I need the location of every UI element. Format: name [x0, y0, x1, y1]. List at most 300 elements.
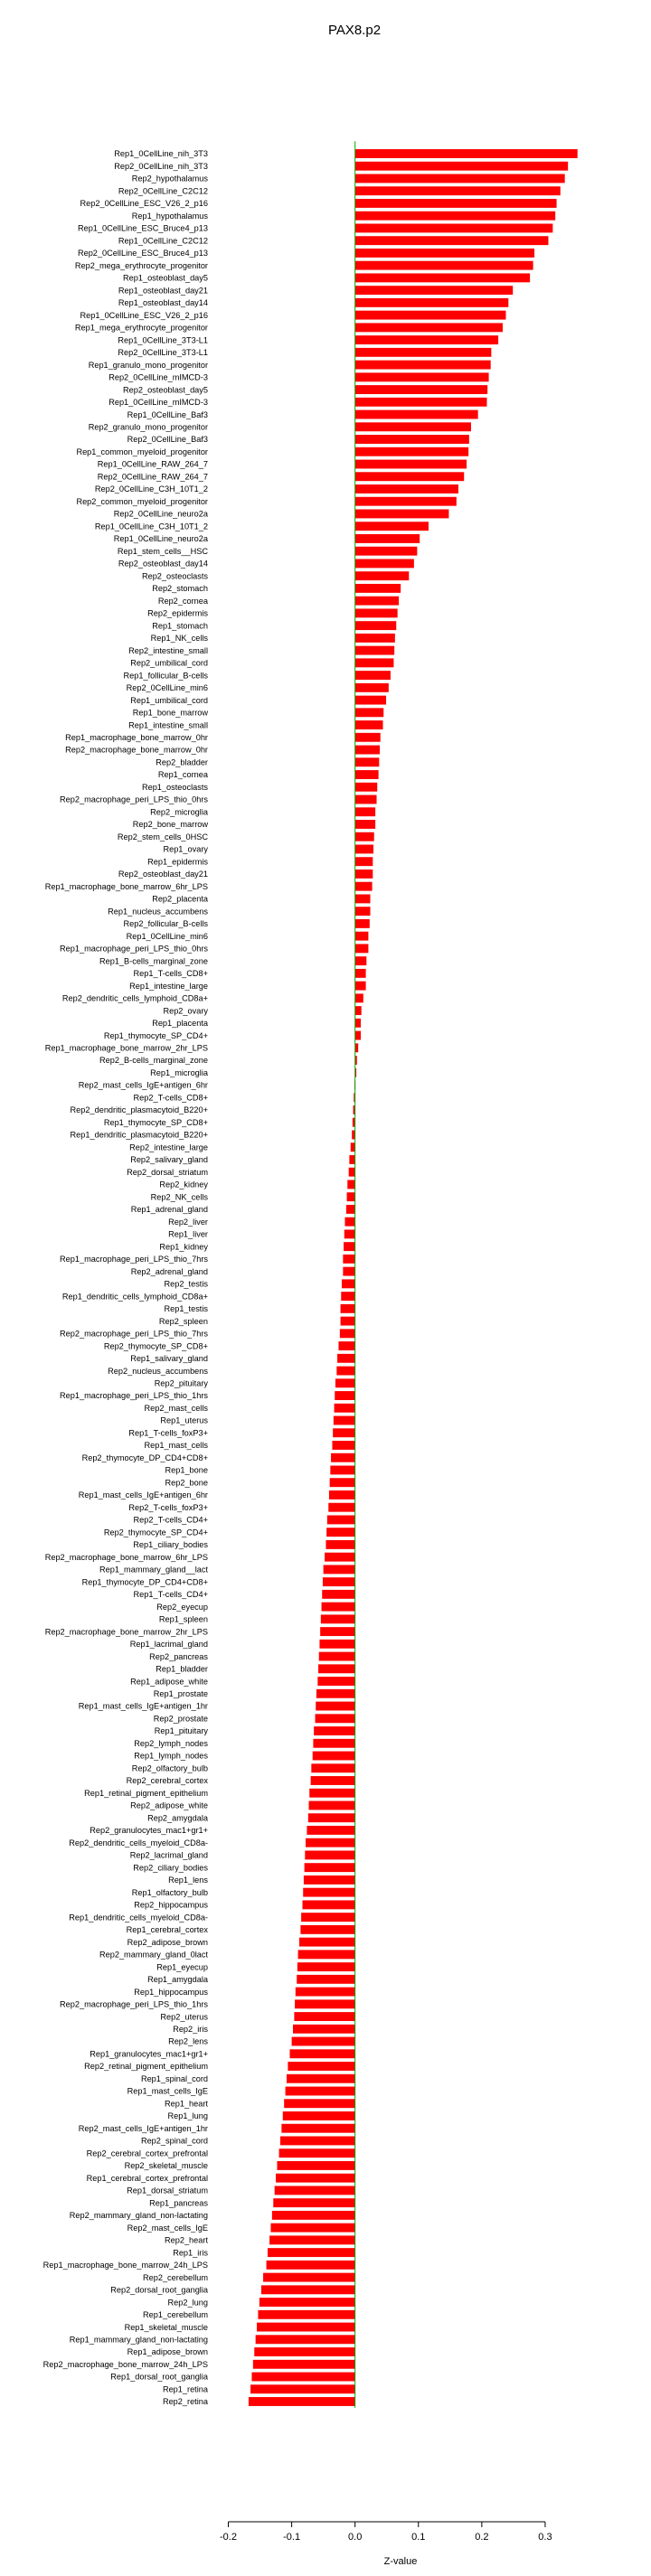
- category-label: Rep1_olfactory_bulb: [131, 1887, 208, 1897]
- x-tick-label: 0.3: [538, 2532, 552, 2543]
- bar: [343, 1255, 354, 1264]
- bar: [355, 261, 533, 270]
- category-label: Rep1_nucleus_accumbens: [108, 907, 208, 917]
- bar: [347, 1180, 354, 1189]
- category-label: Rep1_cerebral_cortex: [126, 1925, 208, 1935]
- bar: [257, 2323, 355, 2332]
- bar: [313, 1739, 354, 1748]
- category-label: Rep2_0CellLine_C2C12: [118, 186, 208, 196]
- bar: [328, 1503, 354, 1512]
- category-label: Rep1_mast_cells_IgE+antigen_6hr: [78, 1490, 208, 1500]
- category-label: Rep2_macrophage_peri_LPS_thio_7hrs: [60, 1329, 208, 1339]
- bar: [355, 398, 487, 407]
- bar: [355, 646, 394, 655]
- bar: [303, 1888, 354, 1897]
- bar: [284, 2099, 355, 2108]
- bar: [294, 2012, 354, 2021]
- category-label: Rep2_lacrimal_gland: [129, 1850, 208, 1860]
- category-label: Rep1_0CellLine_RAW_264_7: [97, 459, 208, 469]
- category-label: Rep1_0CellLine_neuro2a: [113, 534, 208, 544]
- bar: [355, 435, 469, 444]
- bar: [355, 956, 367, 965]
- bar: [314, 1726, 355, 1735]
- bar: [355, 212, 555, 221]
- category-label: Rep2_mast_cells_IgE+antigen_1hr: [78, 2123, 208, 2133]
- bar: [355, 571, 410, 580]
- bar: [355, 907, 371, 916]
- bar: [281, 2124, 354, 2133]
- bar: [355, 522, 429, 531]
- category-label: Rep1_pituitary: [154, 1726, 208, 1736]
- category-label: Rep2_retinal_pigment_epithelium: [84, 2062, 208, 2072]
- bar: [337, 1354, 355, 1363]
- bar: [268, 2248, 355, 2257]
- bar: [346, 1205, 355, 1214]
- bar: [355, 298, 509, 307]
- category-label: Rep1_epidermis: [147, 857, 208, 867]
- category-label: Rep2_mega_erythrocyte_progenitor: [74, 260, 208, 270]
- bar: [344, 1229, 355, 1238]
- category-label: Rep2_intestine_small: [128, 645, 208, 655]
- category-label: Rep1_thymocyte_SP_CD8+: [103, 1117, 208, 1127]
- bar: [335, 1404, 355, 1413]
- bar: [334, 1416, 355, 1425]
- category-label: Rep2_lens: [168, 2036, 208, 2046]
- category-label: Rep2_bone_marrow: [132, 820, 208, 830]
- category-label: Rep2_stomach: [152, 584, 208, 594]
- category-label: Rep1_uterus: [160, 1415, 208, 1425]
- category-label: Rep1_0CellLine_nih_3T3: [114, 149, 208, 159]
- category-label: Rep2_dendritic_plasmacytoid_B220+: [70, 1105, 208, 1115]
- category-label: Rep2_dendritic_cells_myeloid_CD8a-: [69, 1838, 208, 1847]
- bar: [355, 372, 489, 381]
- bar: [263, 2273, 355, 2282]
- x-axis-ticks: [220, 2522, 552, 2543]
- bar: [297, 1975, 354, 1984]
- category-label: Rep2_mast_cells_IgE: [127, 2223, 208, 2233]
- category-label: Rep1_salivary_gland: [130, 1354, 208, 1364]
- bar: [316, 1689, 355, 1698]
- bar: [305, 1850, 354, 1859]
- category-label: Rep1_0CellLine_min6: [126, 931, 208, 941]
- bar: [321, 1614, 355, 1623]
- category-label: Rep1_NK_cells: [150, 634, 208, 644]
- x-tick-label: 0.0: [348, 2532, 363, 2543]
- category-label: Rep2_macrophage_peri_LPS_thio_1hrs: [60, 1999, 208, 2009]
- category-label: Rep1_T-cells_foxP3+: [128, 1428, 208, 1438]
- bar: [355, 746, 380, 755]
- category-label: Rep2_skeletal_muscle: [124, 2161, 208, 2171]
- bar: [330, 1466, 354, 1475]
- category-label: Rep2_thymocyte_SP_CD8+: [103, 1341, 208, 1351]
- category-label: Rep2_0CellLine_3T3-L1: [118, 348, 208, 358]
- bar: [330, 1478, 355, 1487]
- bar: [355, 982, 366, 991]
- category-label: Rep1_retinal_pigment_epithelium: [84, 1788, 208, 1798]
- bar: [355, 323, 503, 332]
- bar: [297, 1962, 355, 1971]
- category-label: Rep2_0CellLine_neuro2a: [113, 509, 208, 519]
- category-label: Rep1_adipose_brown: [127, 2347, 208, 2357]
- category-label: Rep2_hypothalamus: [131, 174, 208, 183]
- bar: [355, 447, 468, 456]
- bar: [355, 422, 471, 431]
- bar: [306, 1838, 355, 1847]
- category-label: Rep2_0CellLine_ESC_Bruce4_p13: [77, 249, 208, 259]
- category-label: Rep2_0CellLine_Baf3: [127, 435, 208, 445]
- category-label: Rep2_osteoblast_day21: [118, 870, 208, 879]
- bar: [340, 1329, 355, 1338]
- category-label: Rep2_heart: [164, 2235, 208, 2245]
- category-label: Rep1_common_myeloid_progenitor: [76, 447, 208, 456]
- x-tick-label: 0.1: [411, 2532, 426, 2543]
- category-label: Rep2_macrophage_peri_LPS_thio_0hrs: [60, 794, 208, 804]
- bar: [349, 1155, 354, 1164]
- category-label: Rep2_spinal_cord: [140, 2136, 208, 2146]
- bar: [275, 2186, 355, 2195]
- category-label: Rep2_0CellLine_mIMCD-3: [108, 372, 208, 382]
- category-label: Rep1_ciliary_bodies: [133, 1540, 208, 1550]
- category-label: Rep1_mammary_gland__lact: [99, 1565, 208, 1575]
- category-label: Rep2_lung: [167, 2298, 208, 2308]
- bar: [355, 547, 418, 556]
- category-label: Rep1_placenta: [152, 1019, 208, 1029]
- bar: [355, 273, 530, 282]
- category-label: Rep1_T-cells_CD4+: [133, 1590, 208, 1600]
- category-label: Rep2_kidney: [159, 1180, 208, 1189]
- category-label: Rep1_mammary_gland_non-lactating: [69, 2335, 208, 2345]
- category-label: Rep2_salivary_gland: [130, 1155, 208, 1165]
- category-label: Rep1_dorsal_root_ganglia: [110, 2372, 208, 2382]
- bar: [319, 1652, 355, 1661]
- bar: [355, 807, 375, 816]
- category-label: Rep2_0CellLine_ESC_V26_2_p16: [80, 199, 208, 209]
- category-label: Rep2_0CellLine_min6: [126, 683, 208, 693]
- x-tick-label: -0.2: [220, 2532, 237, 2543]
- bar: [254, 2347, 354, 2356]
- category-label: Rep2_follicular_B-cells: [123, 919, 208, 929]
- category-label: Rep1_osteoblast_day21: [118, 286, 208, 296]
- bar: [253, 2360, 355, 2369]
- category-label: Rep2_olfactory_bulb: [131, 1763, 208, 1773]
- category-label: Rep2_stem_cells_0HSC: [117, 832, 208, 841]
- category-label: Rep1_osteoblast_day14: [118, 298, 208, 308]
- bar: [343, 1267, 354, 1276]
- bars: [249, 149, 578, 2406]
- bar: [332, 1441, 354, 1450]
- category-label: Rep2_uterus: [160, 2012, 208, 2022]
- category-label: Rep2_lymph_nodes: [134, 1738, 208, 1748]
- bar: [335, 1391, 354, 1400]
- category-label: Rep1_lens: [168, 1876, 208, 1885]
- category-label: Rep1_pancreas: [149, 2198, 208, 2208]
- x-axis-label: Z-value: [383, 2556, 418, 2567]
- x-tick-label: -0.1: [283, 2532, 301, 2543]
- bar: [355, 348, 492, 357]
- category-label: Rep2_hippocampus: [134, 1900, 208, 1910]
- bar: [304, 1876, 355, 1885]
- bar: [355, 224, 553, 233]
- bar: [355, 932, 369, 941]
- category-label: Rep1_mast_cells: [144, 1441, 208, 1451]
- bar: [355, 162, 568, 171]
- bar: [355, 597, 399, 606]
- bar: [292, 2037, 355, 2046]
- bar: [355, 361, 491, 370]
- category-label: Rep2_macrophage_bone_marrow_6hr_LPS: [44, 1552, 208, 1562]
- category-label: Rep1_bone: [165, 1465, 208, 1475]
- bar: [341, 1304, 355, 1313]
- category-label: Rep1_umbilical_cord: [130, 695, 208, 705]
- category-label: Rep2_bone: [165, 1478, 208, 1488]
- category-label: Rep2_macrophage_bone_marrow_24h_LPS: [42, 2359, 208, 2369]
- category-label: Rep1_T-cells_CD8+: [133, 969, 208, 979]
- bar: [309, 1801, 355, 1810]
- bar: [276, 2174, 355, 2183]
- category-label: Rep2_mammary_gland_non-lactating: [69, 2211, 208, 2221]
- bar: [326, 1528, 355, 1537]
- bar: [355, 472, 465, 481]
- category-label: Rep1_0CellLine_3T3-L1: [118, 335, 208, 345]
- bar: [329, 1490, 355, 1500]
- category-label: Rep1_0CellLine_ESC_V26_2_p16: [80, 310, 208, 320]
- bar: [269, 2235, 355, 2244]
- bar: [355, 683, 389, 692]
- category-label: Rep2_T-cells_CD8+: [133, 1093, 208, 1103]
- category-label: Rep1_mast_cells_IgE+antigen_1hr: [78, 1701, 208, 1711]
- category-label: Rep1_0CellLine_Baf3: [127, 409, 208, 419]
- bar: [256, 2335, 355, 2344]
- bar: [355, 944, 369, 953]
- category-label: Rep1_lung: [167, 2111, 208, 2121]
- category-label: Rep1_retina: [162, 2384, 208, 2394]
- bar: [355, 460, 467, 469]
- bar: [250, 2384, 355, 2393]
- bar: [355, 708, 384, 717]
- bar: [316, 1714, 355, 1723]
- category-label: Rep2_T-cells_CD4+: [133, 1515, 208, 1525]
- bar: [301, 1913, 355, 1922]
- category-label: Rep2_cerebral_cortex: [126, 1776, 208, 1786]
- category-label: Rep1_spinal_cord: [140, 2073, 208, 2083]
- bar: [355, 845, 373, 854]
- category-label: Rep1_follicular_B-cells: [123, 671, 208, 681]
- bar: [355, 634, 395, 643]
- category-label: Rep1_iris: [173, 2248, 208, 2258]
- category-label: Rep1_skeletal_muscle: [124, 2322, 208, 2332]
- category-label: Rep2_umbilical_cord: [130, 658, 208, 668]
- category-label: Rep1_cerebellum: [142, 2310, 208, 2320]
- bar: [355, 832, 374, 841]
- category-label: Rep1_0CellLine_C3H_10T1_2: [94, 522, 208, 531]
- category-label: Rep1_osteoclasts: [141, 782, 208, 792]
- bar: [355, 608, 398, 617]
- bar: [355, 870, 373, 879]
- bar: [272, 2211, 355, 2220]
- bar: [261, 2285, 355, 2294]
- bar: [355, 621, 397, 630]
- bar: [249, 2397, 355, 2406]
- category-label: Rep1_thymocyte_SP_CD4+: [103, 1030, 208, 1040]
- bar: [288, 2062, 354, 2071]
- bar: [355, 484, 458, 494]
- bar: [338, 1341, 354, 1350]
- category-label: Rep2_intestine_large: [129, 1142, 208, 1152]
- bar: [277, 2161, 354, 2170]
- bar: [319, 1640, 354, 1649]
- bar: [318, 1664, 355, 1673]
- category-label: Rep2_eyecup: [156, 1602, 208, 1612]
- bar: [344, 1242, 355, 1251]
- bar: [355, 919, 370, 928]
- category-label: Rep1_cornea: [157, 770, 208, 780]
- category-label: Rep1_0CellLine_ESC_Bruce4_p13: [77, 223, 208, 233]
- category-label: Rep2_osteoblast_day14: [118, 559, 208, 569]
- category-label: Rep2_placenta: [152, 894, 208, 904]
- category-label: Rep2_mast_cells: [144, 1403, 208, 1413]
- category-label: Rep1_ovary: [163, 844, 208, 854]
- category-label: Rep2_adipose_white: [130, 1800, 208, 1810]
- category-label: Rep2_granulo_mono_progenitor: [88, 422, 208, 432]
- bar: [300, 1925, 354, 1934]
- category-label: Rep1_lacrimal_gland: [129, 1640, 208, 1650]
- bar: [341, 1292, 354, 1301]
- category-label: Rep1_dorsal_striatum: [127, 2186, 208, 2195]
- bar: [309, 1789, 354, 1798]
- bar: [355, 236, 549, 245]
- bar: [349, 1168, 355, 1177]
- bar: [355, 410, 478, 419]
- bar: [313, 1752, 355, 1761]
- category-label: Rep2_pancreas: [149, 1651, 208, 1661]
- bar: [355, 249, 534, 258]
- category-label: Rep2_amygdala: [147, 1813, 208, 1823]
- bar: [323, 1577, 355, 1586]
- bar: [355, 969, 366, 978]
- bar: [355, 857, 373, 866]
- category-label: Rep2_osteoclasts: [141, 571, 208, 581]
- bar: [290, 2049, 355, 2058]
- category-label: Rep1_intestine_large: [129, 981, 208, 991]
- category-label: Rep1_amygdala: [147, 1975, 208, 1985]
- bar: [335, 1378, 355, 1387]
- bar: [355, 1031, 361, 1040]
- bar: [295, 1999, 355, 2008]
- category-label: Rep1_microglia: [150, 1067, 208, 1077]
- category-label: Rep2_cornea: [157, 596, 208, 606]
- bar: [355, 1019, 361, 1028]
- bar: [355, 1006, 362, 1015]
- category-label: Rep2_mammary_gland_0lact: [99, 1950, 208, 1960]
- bar: [326, 1540, 354, 1549]
- category-label: Rep1_osteoblast_day5: [123, 273, 208, 283]
- category-label: Rep1_dendritic_plasmacytoid_B220+: [70, 1130, 208, 1140]
- bar: [355, 311, 506, 320]
- category-label: Rep2_liver: [168, 1217, 208, 1227]
- bar: [316, 1702, 354, 1711]
- category-label: Rep2_cerebral_cortex_prefrontal: [86, 2148, 208, 2158]
- bar: [270, 2223, 354, 2233]
- bar: [279, 2148, 355, 2158]
- category-label: Rep1_hippocampus: [134, 1987, 208, 1997]
- category-label: Rep1_intestine_small: [128, 720, 208, 730]
- bar: [331, 1453, 355, 1462]
- category-label: Rep2_0CellLine_nih_3T3: [114, 161, 208, 171]
- category-label: Rep1_macrophage_peri_LPS_thio_7hrs: [60, 1255, 208, 1264]
- bar: [355, 783, 378, 792]
- category-label: Rep2_cerebellum: [142, 2272, 208, 2282]
- bar: [324, 1565, 355, 1574]
- bar: [355, 497, 457, 506]
- category-label: Rep1_spleen: [158, 1614, 208, 1624]
- category-label: Rep1_macrophage_peri_LPS_thio_1hrs: [60, 1391, 208, 1401]
- bar: [355, 149, 578, 158]
- bar: [355, 770, 379, 779]
- bar: [287, 2074, 355, 2083]
- bar: [325, 1553, 355, 1562]
- category-label: Rep1_adrenal_gland: [130, 1205, 208, 1215]
- category-label: Rep2_ovary: [163, 1006, 208, 1016]
- bar: [322, 1603, 355, 1612]
- bar: [355, 584, 401, 593]
- bar: [327, 1515, 355, 1524]
- category-label: Rep2_adrenal_gland: [130, 1266, 208, 1276]
- category-label: Rep2_spleen: [158, 1316, 208, 1326]
- category-label: Rep1_0CellLine_C2C12: [118, 236, 208, 246]
- category-label: Rep1_mega_erythrocyte_progenitor: [74, 323, 208, 333]
- bar: [355, 894, 371, 903]
- category-label: Rep2_dorsal_striatum: [127, 1167, 208, 1177]
- category-label: Rep2_common_myeloid_progenitor: [76, 496, 208, 506]
- category-label: Rep2_mast_cells_IgE+antigen_6hr: [78, 1080, 208, 1090]
- bar: [347, 1192, 355, 1201]
- category-label: Rep2_B-cells_marginal_zone: [99, 1056, 208, 1066]
- category-label: Rep2_T-cells_foxP3+: [128, 1502, 208, 1512]
- category-label: Rep2_iris: [173, 2024, 208, 2034]
- bar: [320, 1627, 355, 1636]
- bar: [307, 1826, 354, 1835]
- category-label: Rep1_lymph_nodes: [134, 1751, 208, 1761]
- category-label: Rep1_B-cells_marginal_zone: [99, 956, 208, 966]
- chart-title: PAX8.p2: [327, 23, 382, 38]
- category-label: Rep1_stem_cells__HSC: [117, 546, 208, 556]
- bar: [355, 658, 394, 667]
- bar: [355, 671, 391, 680]
- bar: [351, 1142, 355, 1152]
- bar: [342, 1279, 355, 1288]
- bar: [355, 1043, 359, 1052]
- category-label: Rep2_retina: [162, 2397, 208, 2407]
- category-label: Rep2_microglia: [150, 807, 208, 817]
- x-tick-label: 0.2: [475, 2532, 489, 2543]
- bar: [355, 882, 373, 891]
- bar: [355, 174, 565, 183]
- bar: [305, 1863, 355, 1872]
- category-label: Rep1_prostate: [153, 1689, 208, 1698]
- category-label: Rep1_dendritic_cells_lymphoid_CD8a+: [61, 1292, 208, 1302]
- category-label: Rep1_macrophage_bone_marrow_2hr_LPS: [44, 1043, 208, 1053]
- category-label: Rep2_dorsal_root_ganglia: [110, 2285, 208, 2295]
- bar: [355, 199, 557, 208]
- bar: [298, 1950, 355, 1959]
- bar: [355, 559, 414, 568]
- category-label: Rep1_macrophage_bone_marrow_24h_LPS: [42, 2261, 208, 2270]
- category-label: Rep2_0CellLine_RAW_264_7: [97, 472, 208, 482]
- bar: [355, 186, 561, 195]
- category-label: Rep1_heart: [164, 2099, 208, 2109]
- category-label: Rep1_adipose_white: [130, 1677, 208, 1687]
- category-label: Rep1_0CellLine_mIMCD-3: [108, 398, 208, 408]
